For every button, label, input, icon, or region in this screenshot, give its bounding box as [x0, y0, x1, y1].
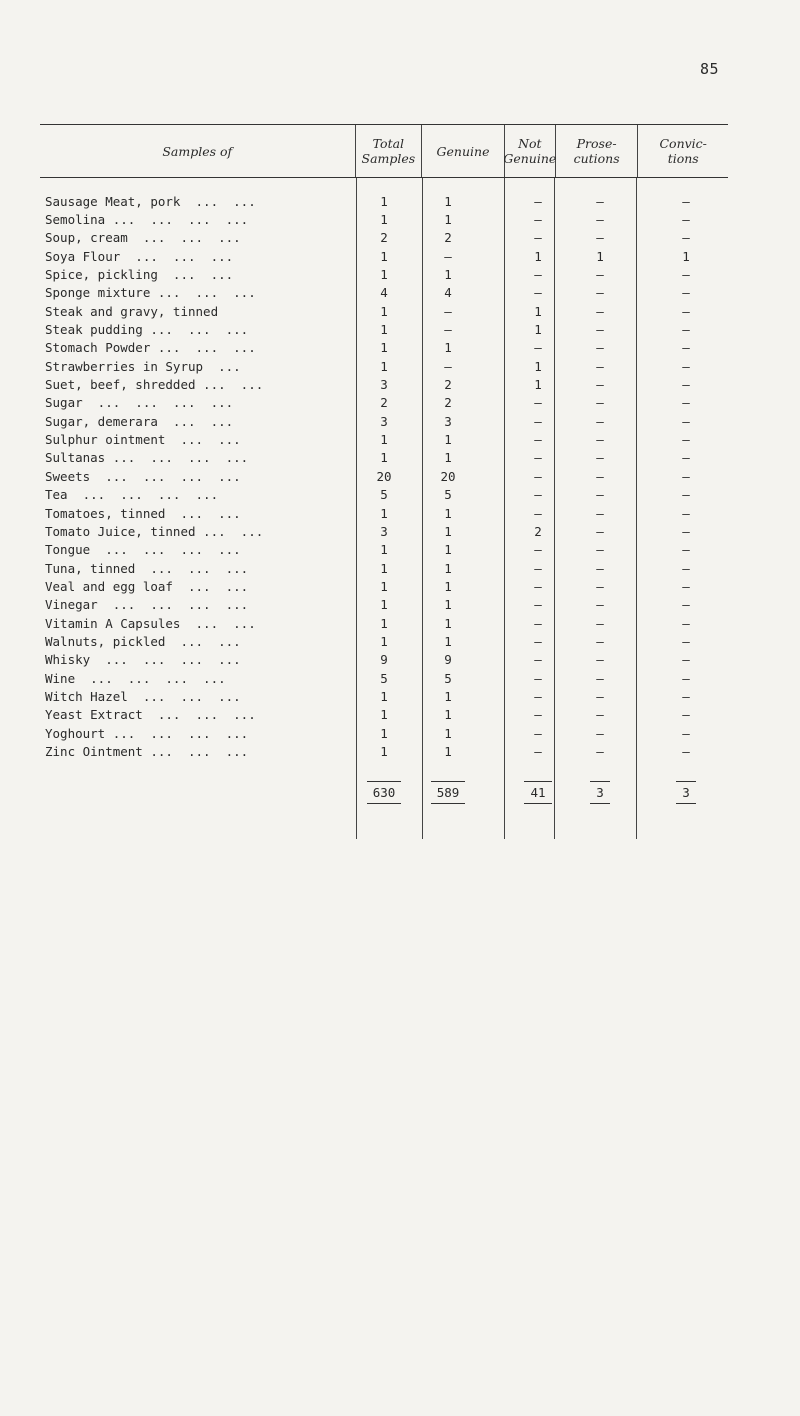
total-samples-cell: 3: [380, 413, 388, 429]
convictions-cell: –: [682, 377, 690, 393]
not-genuine-cell: –: [534, 652, 542, 668]
not-genuine-cell: –: [534, 193, 542, 209]
convictions-cell: –: [682, 193, 690, 209]
sample-name: Vinegar ... ... ... ...: [45, 597, 249, 613]
not-genuine-cell: 1: [534, 377, 542, 393]
total-samples-cell: 1: [380, 615, 388, 631]
genuine-cell: 1: [444, 212, 452, 228]
total-samples-cell: 1: [380, 542, 388, 558]
prosecutions-cell: –: [596, 230, 604, 246]
prosecutions-sum: [554, 781, 636, 804]
prosecutions-cell: –: [596, 395, 604, 411]
prosecutions-cell: –: [596, 505, 604, 521]
convictions-cell: –: [682, 468, 690, 484]
genuine-cell: 1: [444, 523, 452, 539]
convictions-cell: –: [682, 578, 690, 594]
genuine-cell: 1: [444, 597, 452, 613]
prosecutions-cell: –: [596, 688, 604, 704]
total-samples-cell: 1: [380, 212, 388, 228]
total-samples-cell: 1: [380, 505, 388, 521]
genuine-total-value: 589: [431, 781, 466, 804]
table-row: [40, 430, 728, 448]
total-samples-cell: 2: [380, 395, 388, 411]
sample-name: Sugar ... ... ... ...: [45, 395, 234, 411]
sample-name: Witch Hazel ... ... ...: [45, 688, 241, 704]
prosecutions-cell: –: [596, 743, 604, 759]
convictions-cell: –: [682, 358, 690, 374]
sample-name: Sausage Meat, pork ... ...: [45, 193, 256, 209]
not-genuine-cell: –: [534, 542, 542, 558]
convictions-total-value: 3: [676, 781, 696, 804]
convictions-cell: –: [682, 285, 690, 301]
convictions-cell: –: [682, 523, 690, 539]
not-genuine-cell: –: [534, 432, 542, 448]
header-samples-of: Samples of: [40, 125, 356, 177]
table-body: [40, 178, 728, 839]
table-row: [40, 577, 728, 595]
sample-name: Vitamin A Capsules ... ...: [45, 615, 256, 631]
sample-name: Veal and egg loaf ... ...: [45, 578, 249, 594]
prosecutions-cell: –: [596, 523, 604, 539]
convictions-cell: –: [682, 615, 690, 631]
table-row: [40, 375, 728, 393]
header-prosecutions: Prose- cutions: [556, 125, 639, 177]
genuine-cell: –: [444, 248, 452, 264]
sample-name: Tongue ... ... ... ...: [45, 542, 241, 558]
total-samples-cell: 1: [380, 725, 388, 741]
total-samples-cell: 2: [380, 230, 388, 246]
genuine-cell: 1: [444, 193, 452, 209]
prosecutions-cell: –: [596, 377, 604, 393]
table-row: [40, 357, 728, 375]
prosecutions-cell: –: [596, 725, 604, 741]
sample-name: Wine ... ... ... ...: [45, 670, 226, 686]
not-genuine-cell: –: [534, 560, 542, 576]
total-samples-cell: 1: [380, 322, 388, 338]
convictions-cell: –: [682, 725, 690, 741]
sample-name: Tuna, tinned ... ... ...: [45, 560, 249, 576]
sample-name: Strawberries in Syrup ...: [45, 358, 241, 374]
sample-name: Spice, pickling ... ...: [45, 267, 234, 283]
total-samples-cell: 9: [380, 652, 388, 668]
genuine-cell: 2: [444, 230, 452, 246]
table-row: [40, 192, 728, 210]
table-row: [40, 742, 728, 760]
total-samples-cell: 3: [380, 523, 388, 539]
total-samples-cell: 5: [380, 670, 388, 686]
table-row: [40, 632, 728, 650]
prosecutions-cell: –: [596, 212, 604, 228]
sample-name: Sulphur ointment ... ...: [45, 432, 241, 448]
not-genuine-cell: –: [534, 707, 542, 723]
total-samples-cell: 1: [380, 597, 388, 613]
total-samples-cell: 1: [380, 248, 388, 264]
convictions-cell: –: [682, 688, 690, 704]
prosecutions-total-value: 3: [590, 781, 610, 804]
not-genuine-cell: –: [534, 285, 542, 301]
table-row: [40, 210, 728, 228]
table-row: [40, 724, 728, 742]
sample-name: Tomato Juice, tinned ... ...: [45, 523, 264, 539]
table-row: [40, 394, 728, 412]
sample-name: Walnuts, pickled ... ...: [45, 633, 241, 649]
prosecutions-cell: –: [596, 413, 604, 429]
total-samples-value: 630: [367, 781, 402, 804]
total-samples-cell: 5: [380, 487, 388, 503]
prosecutions-cell: –: [596, 432, 604, 448]
convictions-cell: –: [682, 230, 690, 246]
not-genuine-sum: [504, 781, 554, 804]
totals-row: [40, 775, 728, 811]
table-row: [40, 706, 728, 724]
table-row: [40, 265, 728, 283]
genuine-cell: 9: [444, 652, 452, 668]
table-row: [40, 522, 728, 540]
table-row: [40, 284, 728, 302]
total-samples-cell: 1: [380, 450, 388, 466]
page-number: 85: [700, 60, 720, 78]
prosecutions-cell: –: [596, 542, 604, 558]
convictions-cell: –: [682, 542, 690, 558]
convictions-cell: –: [682, 340, 690, 356]
not-genuine-cell: –: [534, 413, 542, 429]
table-row: [40, 302, 728, 320]
genuine-cell: 1: [444, 560, 452, 576]
total-samples-cell: 1: [380, 707, 388, 723]
genuine-cell: 1: [444, 450, 452, 466]
convictions-cell: –: [682, 432, 690, 448]
genuine-cell: 4: [444, 285, 452, 301]
header-genuine: Genuine: [422, 125, 505, 177]
total-samples-cell: 4: [380, 285, 388, 301]
total-samples-cell: 1: [380, 340, 388, 356]
sample-name: Sultanas ... ... ... ...: [45, 450, 249, 466]
not-genuine-cell: 1: [534, 248, 542, 264]
genuine-cell: 1: [444, 725, 452, 741]
prosecutions-cell: –: [596, 578, 604, 594]
prosecutions-cell: –: [596, 487, 604, 503]
total-samples-cell: 1: [380, 578, 388, 594]
prosecutions-cell: –: [596, 597, 604, 613]
convictions-cell: 1: [682, 248, 690, 264]
genuine-cell: –: [444, 358, 452, 374]
convictions-cell: –: [682, 212, 690, 228]
not-genuine-cell: 1: [534, 322, 542, 338]
not-genuine-cell: –: [534, 340, 542, 356]
table-header: [40, 125, 728, 178]
total-samples-cell: 1: [380, 743, 388, 759]
convictions-cell: –: [682, 633, 690, 649]
genuine-sum: [422, 781, 504, 804]
not-genuine-cell: 1: [534, 358, 542, 374]
sample-name: Yeast Extract ... ... ...: [45, 707, 256, 723]
prosecutions-cell: –: [596, 468, 604, 484]
total-samples-cell: 1: [380, 193, 388, 209]
total-samples-cell: 1: [380, 560, 388, 576]
sample-name: Suet, beef, shredded ... ...: [45, 377, 264, 393]
prosecutions-cell: –: [596, 303, 604, 319]
genuine-cell: 2: [444, 377, 452, 393]
sample-name: Tomatoes, tinned ... ...: [45, 505, 241, 521]
genuine-cell: 1: [444, 615, 452, 631]
prosecutions-cell: –: [596, 633, 604, 649]
prosecutions-cell: –: [596, 267, 604, 283]
prosecutions-cell: –: [596, 322, 604, 338]
convictions-cell: –: [682, 560, 690, 576]
sample-name: Semolina ... ... ... ...: [45, 212, 249, 228]
table-row: [40, 247, 728, 265]
prosecutions-cell: –: [596, 340, 604, 356]
genuine-cell: 3: [444, 413, 452, 429]
sample-name: Soya Flour ... ... ...: [45, 248, 234, 264]
prosecutions-cell: –: [596, 560, 604, 576]
table-row: [40, 229, 728, 247]
table-row: [40, 504, 728, 522]
prosecutions-cell: –: [596, 707, 604, 723]
convictions-cell: –: [682, 303, 690, 319]
table-row: [40, 614, 728, 632]
sample-name: Whisky ... ... ... ...: [45, 652, 241, 668]
not-genuine-cell: –: [534, 670, 542, 686]
convictions-cell: –: [682, 652, 690, 668]
prosecutions-cell: 1: [596, 248, 604, 264]
genuine-cell: 1: [444, 432, 452, 448]
genuine-cell: 2: [444, 395, 452, 411]
prosecutions-cell: –: [596, 670, 604, 686]
not-genuine-cell: –: [534, 468, 542, 484]
genuine-cell: 20: [440, 468, 456, 484]
table-row: [40, 412, 728, 430]
not-genuine-cell: 1: [534, 303, 542, 319]
not-genuine-cell: –: [534, 597, 542, 613]
table-row: [40, 467, 728, 485]
genuine-cell: 1: [444, 542, 452, 558]
table-row: [40, 541, 728, 559]
genuine-cell: 1: [444, 340, 452, 356]
table-row: [40, 449, 728, 467]
not-genuine-cell: –: [534, 743, 542, 759]
genuine-cell: 1: [444, 505, 452, 521]
convictions-cell: –: [682, 450, 690, 466]
table-row: [40, 486, 728, 504]
samples-table: [40, 124, 728, 839]
sample-name: Sponge mixture ... ... ...: [45, 285, 256, 301]
genuine-cell: –: [444, 322, 452, 338]
header-not-genuine: Not Genuine: [505, 125, 556, 177]
genuine-cell: 1: [444, 707, 452, 723]
sample-name: Sweets ... ... ... ...: [45, 468, 241, 484]
table-tail: [40, 811, 728, 839]
total-samples-sum: [356, 781, 422, 804]
table-row: [40, 320, 728, 338]
not-genuine-cell: –: [534, 615, 542, 631]
header-convictions: Convic- tions: [659, 136, 707, 166]
convictions-cell: –: [682, 395, 690, 411]
sample-name: Sugar, demerara ... ...: [45, 413, 234, 429]
table-row: [40, 596, 728, 614]
not-genuine-cell: –: [534, 633, 542, 649]
table-row: [40, 687, 728, 705]
sample-name: Soup, cream ... ... ...: [45, 230, 241, 246]
total-samples-cell: 1: [380, 358, 388, 374]
sample-name: Zinc Ointment ... ... ...: [45, 743, 249, 759]
sample-name: Steak pudding ... ... ...: [45, 322, 249, 338]
not-genuine-cell: –: [534, 505, 542, 521]
not-genuine-total-value: 41: [524, 781, 551, 804]
not-genuine-cell: –: [534, 267, 542, 283]
table-row: [40, 651, 728, 669]
convictions-cell: –: [682, 267, 690, 283]
prosecutions-cell: –: [596, 615, 604, 631]
total-samples-cell: 1: [380, 633, 388, 649]
table-row: [40, 339, 728, 357]
genuine-cell: –: [444, 303, 452, 319]
total-samples-cell: 1: [380, 267, 388, 283]
genuine-cell: 1: [444, 578, 452, 594]
not-genuine-cell: –: [534, 450, 542, 466]
table-rows: [40, 178, 728, 761]
total-samples-cell: 1: [380, 432, 388, 448]
convictions-cell: –: [682, 597, 690, 613]
total-samples-cell: 1: [380, 303, 388, 319]
total-samples-cell: 1: [380, 688, 388, 704]
not-genuine-cell: –: [534, 688, 542, 704]
convictions-cell: –: [682, 413, 690, 429]
not-genuine-cell: –: [534, 212, 542, 228]
sample-name: Stomach Powder ... ... ...: [45, 340, 256, 356]
genuine-cell: 1: [444, 688, 452, 704]
prosecutions-cell: –: [596, 450, 604, 466]
convictions-cell: –: [682, 487, 690, 503]
sample-name: Yoghourt ... ... ... ...: [45, 725, 249, 741]
genuine-cell: 1: [444, 267, 452, 283]
not-genuine-cell: 2: [534, 523, 542, 539]
convictions-cell: –: [682, 743, 690, 759]
convictions-cell: –: [682, 322, 690, 338]
sample-name: Steak and gravy, tinned: [45, 303, 219, 319]
convictions-cell: –: [682, 707, 690, 723]
genuine-cell: 5: [444, 670, 452, 686]
prosecutions-cell: –: [596, 652, 604, 668]
convictions-cell: –: [682, 505, 690, 521]
sample-name: Tea ... ... ... ...: [45, 487, 219, 503]
convictions-cell: –: [682, 670, 690, 686]
prosecutions-cell: –: [596, 285, 604, 301]
table-row: [40, 669, 728, 687]
genuine-cell: 1: [444, 743, 452, 759]
not-genuine-cell: –: [534, 487, 542, 503]
total-samples-cell: 20: [376, 468, 392, 484]
not-genuine-cell: –: [534, 230, 542, 246]
table-row: [40, 559, 728, 577]
prosecutions-cell: –: [596, 193, 604, 209]
genuine-cell: 5: [444, 487, 452, 503]
not-genuine-cell: –: [534, 578, 542, 594]
total-samples-cell: 3: [380, 377, 388, 393]
header-total-samples: Total Samples: [356, 125, 423, 177]
convictions-sum: [636, 781, 726, 804]
not-genuine-cell: –: [534, 725, 542, 741]
prosecutions-cell: –: [596, 358, 604, 374]
genuine-cell: 1: [444, 633, 452, 649]
not-genuine-cell: –: [534, 395, 542, 411]
